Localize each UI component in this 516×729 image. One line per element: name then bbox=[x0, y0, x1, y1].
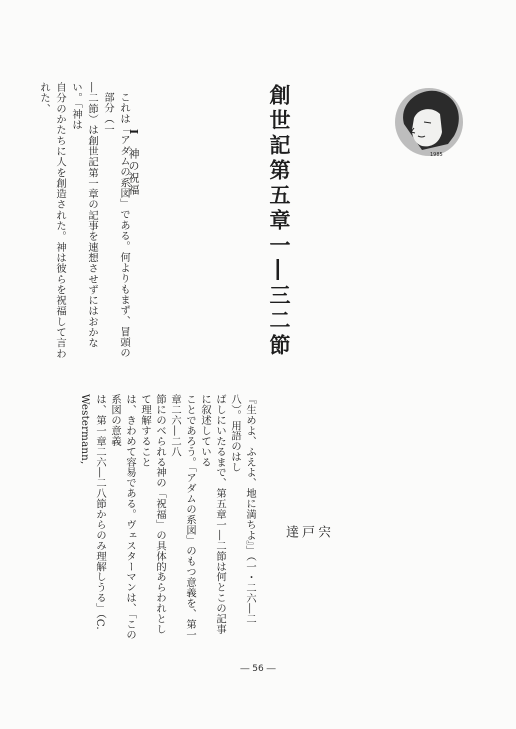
section-title: 神の祝福 bbox=[127, 147, 140, 196]
text-line: は、第一章二六―二八節からのみ理解しうる」（C. Westermann, bbox=[79, 394, 106, 630]
article-title: 創世記第五章一―三二節 bbox=[267, 84, 292, 359]
author-char: 達 bbox=[283, 525, 298, 538]
author-char: 宍 bbox=[315, 525, 330, 538]
portrait-signature: 1985 bbox=[430, 152, 443, 158]
page-number: ― 56 ― bbox=[240, 664, 276, 674]
text-line: 節にのべられる神の「祝福」の具体的あらわれとして理解すること bbox=[139, 394, 166, 635]
author-char: 戸 bbox=[299, 525, 314, 538]
text-line: 『生めよ、ふえよ、地に満ちよ』」（一・二六―二八）。用語のはし bbox=[229, 394, 256, 625]
body-text-upper bbox=[36, 82, 132, 364]
author-portrait-illustration bbox=[388, 84, 466, 162]
text-line: これは「アダムの系図」である。何よりもまず、冒頭の部分（一 bbox=[102, 92, 130, 359]
text-line: は、きわめて容易である。ヴェスターマンは、「この系図の意義 bbox=[109, 394, 136, 640]
text-line: ことであろう。「アダムの系図」のもつ意義を、第一章二六―二八 bbox=[169, 394, 196, 640]
text-line: ―二節）は創世記第一章の記事を連想させずにはおかない。「神は bbox=[70, 82, 98, 349]
text-line: 自分のかたちに人を創造された。神は彼らを祝福して言われた、 bbox=[38, 82, 66, 359]
text-line: ばしにいたるまで、第五章一―二節は何とこの記事に叙述している bbox=[199, 394, 226, 635]
author-name bbox=[282, 525, 330, 559]
body-text-lower bbox=[77, 394, 257, 642]
section-number: I bbox=[127, 129, 140, 136]
